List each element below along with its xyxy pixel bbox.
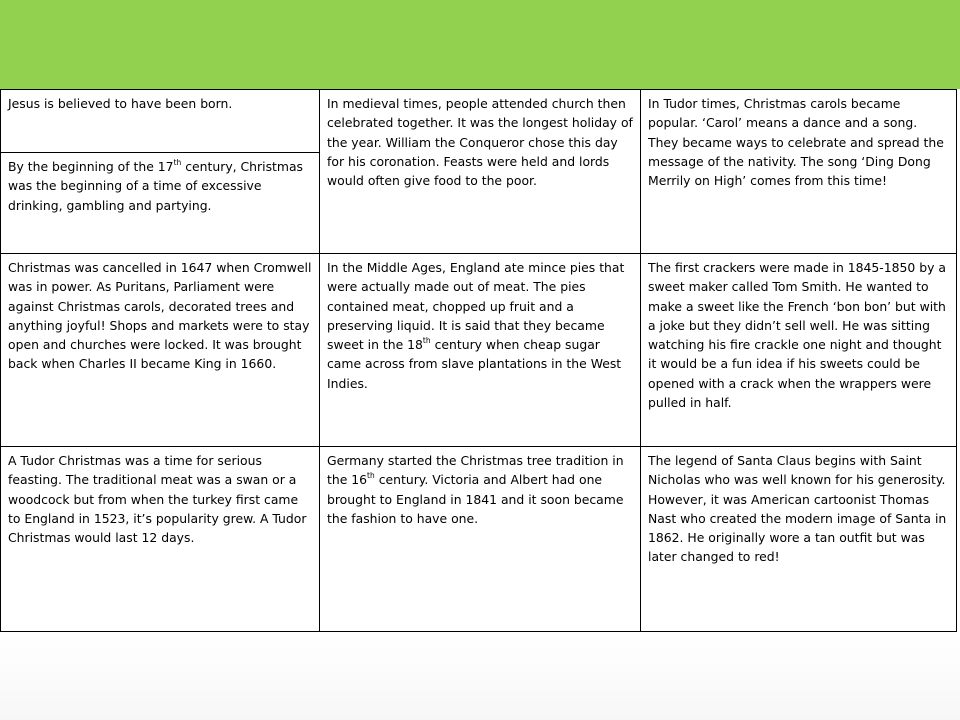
table-row — [1, 254, 957, 447]
table-cell-r2c3: The first crackers were made in 1845-1850 by a sweet maker called Tom Smith. He wanted to make a sweet like the French ‘bon bon’ but with a joke but they didn’t sell well. He was sitting watching his fire crackle one night and thought it would be a fun idea if his sweets could be opened with a crack when the wrappers were pulled in half. — [641, 254, 957, 447]
superscript: th — [422, 336, 431, 346]
cell-text: century. Victoria and Albert had one brought to England in 1841 and it soon became the fashion to have one. — [327, 472, 624, 526]
superscript: th — [173, 158, 182, 167]
cell-text: Germany started the Christmas tree tradition in the 16 — [327, 453, 624, 488]
christmas-facts-table — [0, 89, 957, 632]
table-cell-r1c3: In Tudor times, Christmas carols became popular. ‘Carol’ means a dance and a song. They became ways to celebrate and spread the message of the nativity. The song ‘Ding Dong Merrily on High’ comes from this time! — [641, 90, 957, 254]
cell-text: In the Middle Ages, England ate mince pies that were actually made out of meat. The pies contained meat, chopped up fruit and a preserving liquid. It is said that they became sweet in the 18 — [327, 260, 625, 353]
footer-area — [0, 632, 960, 720]
table-cell-r2c2 — [320, 254, 641, 447]
table-cell-r2c1: Christmas was cancelled in 1647 when Cromwell was in power. As Puritans, Parliament were against Christmas carols, decorated trees and anything joyful! Shops and markets were to stay open and churches were locked. It was brought back when Charles II became King in 1660. — [1, 254, 320, 447]
superscript: th — [367, 471, 375, 481]
table-cell-r1c1b — [1, 153, 320, 254]
cell-text: By the beginning of the 17 — [8, 159, 174, 174]
cell-text: century, Christmas was the beginning of a time of excessive drinking, gambling and partying. — [8, 159, 303, 213]
table-cell-r1c2: In medieval times, people attended church then celebrated together. It was the longest holiday of the year. William the Conqueror chose this day for his coronation. Feasts were held and lords would often give food to the poor. — [320, 90, 641, 254]
table-cell-r1c1a: Jesus is believed to have been born. — [1, 90, 320, 153]
table-row — [1, 90, 957, 153]
table-cell-r3c3: The legend of Santa Claus begins with Saint Nicholas who was well known for his generosity. However, it was American cartoonist Thomas Nast who created the modern image of Santa in 1862. He originally wore a tan outfit but was later changed to red! — [641, 447, 957, 632]
header-banner — [0, 0, 960, 89]
table-row — [1, 447, 957, 632]
cell-text: century when cheap sugar came across from slave plantations in the West Indies. — [327, 337, 622, 391]
table-cell-r3c1: A Tudor Christmas was a time for serious feasting. The traditional meat was a swan or a woodcock but from when the turkey first came to England in 1523, it’s popularity grew. A Tudor Christmas would last 12 days. — [1, 447, 320, 632]
table-cell-r3c2 — [320, 447, 641, 632]
